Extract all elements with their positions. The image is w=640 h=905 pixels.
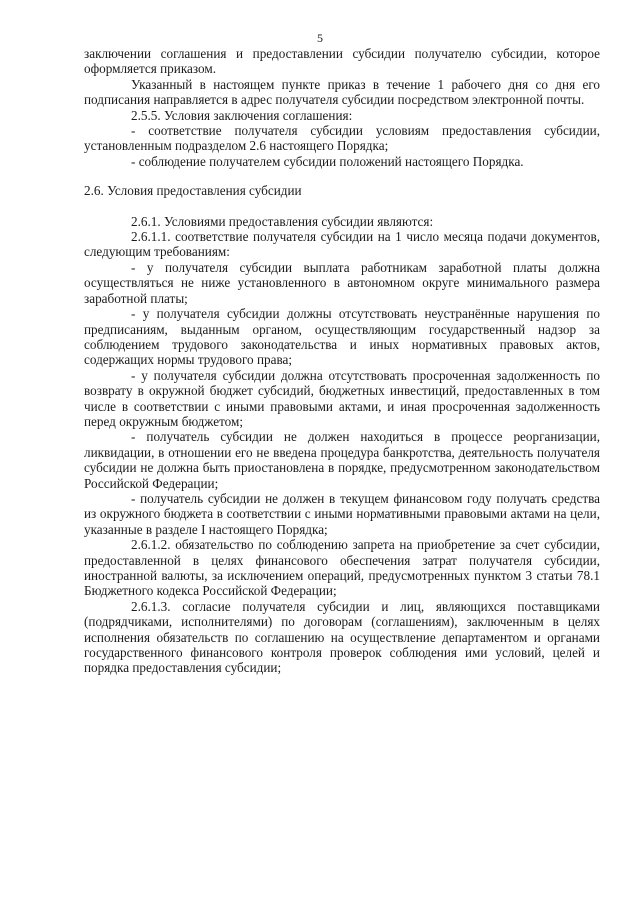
bottom-paragraphs — [84, 214, 600, 676]
page-number: 5 — [317, 31, 323, 45]
paragraph: - у получателя субсидии должна отсутствовать просроченная задолженность по возврату в окружной бюджет субсидий, бюджетных инвестиций, предоставленных в том числе в соответствии с иными правовыми актами, и иная просроченная задолженность перед окружным бюджетом; — [84, 367, 600, 429]
paragraph: 2.6.1.1. соответствие получателя субсидии на 1 число месяца подачи документов, следующим требованиям: — [84, 229, 600, 260]
paragraph: - получатель субсидии не должен находиться в процессе реорганизации, ликвидации, в отношении его не введена процедура банкротства, деятельность получателя субсидии не должна быть приостановлена в порядке, предусмотренном законодательством Российской Федерации; — [84, 429, 600, 491]
paragraph: Указанный в настоящем пункте приказ в течение 1 рабочего дня со дня его подписания направляется в адрес получателя субсидии посредством электронной почты. — [84, 76, 600, 108]
paragraph: - получатель субсидии не должен в текущем финансовом году получать средства из окружного бюджета в соответствии с иными нормативными правовыми актами на цели, указанные в разделе I настоящего Порядка; — [84, 490, 600, 537]
paragraph: 2.6.1.3. согласие получателя субсидии и лиц, являющихся поставщиками (подрядчиками, исполнителями) по договорам (соглашениям), заключенным в целях исполнения обязательств по соглашению на осуществление департаментом и органами государственного финансового контроля проверок соблюдения ими условий, целей и порядка предоставления субсидии; — [84, 598, 600, 676]
paragraph: - у получателя субсидии должны отсутствовать неустранённые нарушения по предписаниям, выданным органом, осуществляющим государственный надзор за соблюдением трудового законодательства и иных нормативных правовых актов, содержащих нормы трудового права; — [84, 306, 600, 368]
paragraph: 2.5.5. Условия заключения соглашения: — [131, 107, 353, 123]
paragraph: - соответствие получателя субсидии условиям предоставления субсидии, установленным подразделом 2.6 настоящего Порядка; — [84, 123, 600, 154]
top-paragraphs — [84, 46, 600, 169]
paragraph: - у получателя субсидии выплата работникам заработной платы должна осуществляться не ниже установленного в автономном округе минимального размера заработной платы; — [84, 259, 600, 306]
paragraph: - соблюдение получателем субсидии положений настоящего Порядка. — [131, 153, 524, 169]
paragraph: 2.6.1.2. обязательство по соблюдению запрета на приобретение за счет субсидии, предоставленной в целях финансового обеспечения затрат получателя субсидии, иностранной валюты, за исключением операций, предусмотренных пунктом 3 статьи 78.1 Бюджетного кодекса Российской Федерации; — [84, 537, 600, 599]
document-body — [84, 46, 600, 676]
paragraph: заключении соглашения и предоставлении субсидии получателю субсидии, которое оформляется приказом. — [84, 46, 600, 77]
section-heading: 2.6. Условия предоставления субсидии — [84, 183, 302, 199]
paragraph: 2.6.1. Условиями предоставления субсидии являются: — [131, 213, 434, 229]
